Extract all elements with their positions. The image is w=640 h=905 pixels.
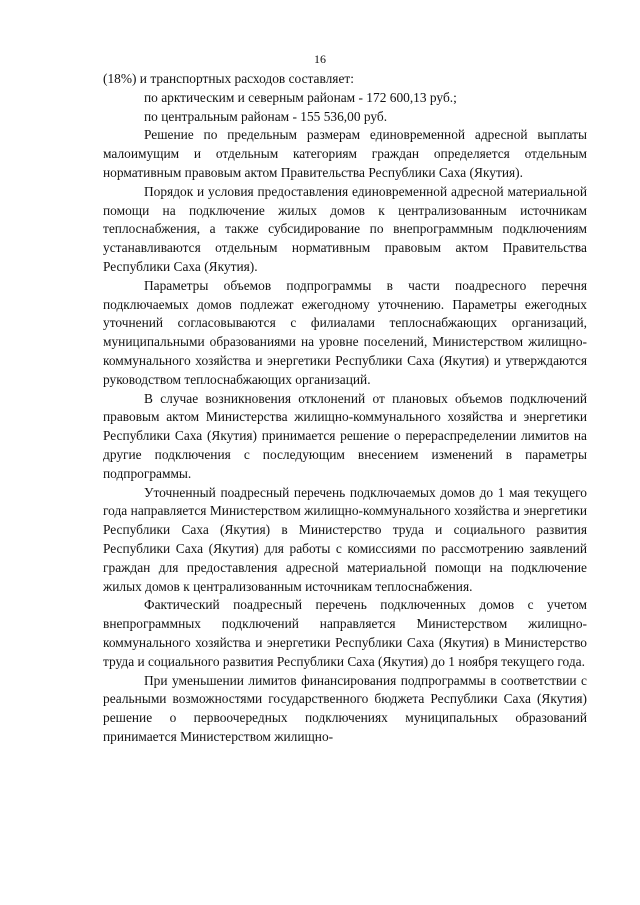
page-number: 16 <box>314 52 326 66</box>
paragraph: Решение по предельным размерам единовременной адресной выплаты малоимущим и отдельным категориям граждан определяется отдельным нормативным правовым актом Правительства Республики Саха (Якутия). <box>103 127 587 180</box>
paragraph: (18%) и транспортных расходов составляет: <box>103 71 354 86</box>
paragraph: Параметры объемов подпрограммы в части поадресного перечня подключаемых домов подлежат ежегодному уточнению. Параметры ежегодных уточнений согласовываются с филиалами теплоснабжающих организаций, муниципальными образованиями на уровне поселений, Министерством жилищно-коммунального хозяйства и энергетики Республики Саха (Якутия) и утверждаются руководством теплоснабжающих организаций. <box>103 277 587 387</box>
paragraph: Фактический поадресный перечень подключенных домов с учетом внепрограммных подключений направляется Министерством жилищно-коммунального хозяйства и энергетики Республики Саха (Якутия) в Министерство труда и социального развития Республики Саха (Якутия) до 1 ноября текущего года. <box>103 597 587 669</box>
paragraph: В случае возникновения отклонений от плановых объемов подключений правовым актом Министерства жилищно-коммунального хозяйства и энергетики Республики Саха (Якутия) принимается решение о перераспределении лимитов на другие подключения с последующим внесением изменений в параметры подпрограммы. <box>103 390 587 481</box>
paragraph: Порядок и условия предоставления единовременной адресной материальной помощи на подключение жилых домов к централизованным источникам теплоснабжения, а также субсидирование по внепрограммным подключениям устанавливаются отдельным нормативным правовым актом Правительства Республики Саха (Якутия). <box>103 183 587 274</box>
paragraph: по арктическим и северным районам - 172 600,13 руб.; <box>144 89 457 105</box>
paragraph: по центральным районам - 155 536,00 руб. <box>144 108 388 124</box>
document-body <box>103 70 587 747</box>
paragraph: Уточненный поадресный перечень подключаемых домов до 1 мая текущего года направляется Министерством жилищно-коммунального хозяйства и энергетики Республики Саха (Якутия) в Министерство труда и социального развития Республики Саха (Якутия) для работы с комиссиями по рассмотрению заявлений граждан для предоставления адресной материальной помощи на подключение жилых домов к централизованным источникам теплоснабжения. <box>103 484 587 594</box>
paragraph: При уменьшении лимитов финансирования подпрограммы в соответствии с реальными возможностями государственного бюджета Республики Саха (Якутия) решение о первоочередных подключениях муниципальных образований принимается Министерством жилищно- <box>103 672 587 744</box>
